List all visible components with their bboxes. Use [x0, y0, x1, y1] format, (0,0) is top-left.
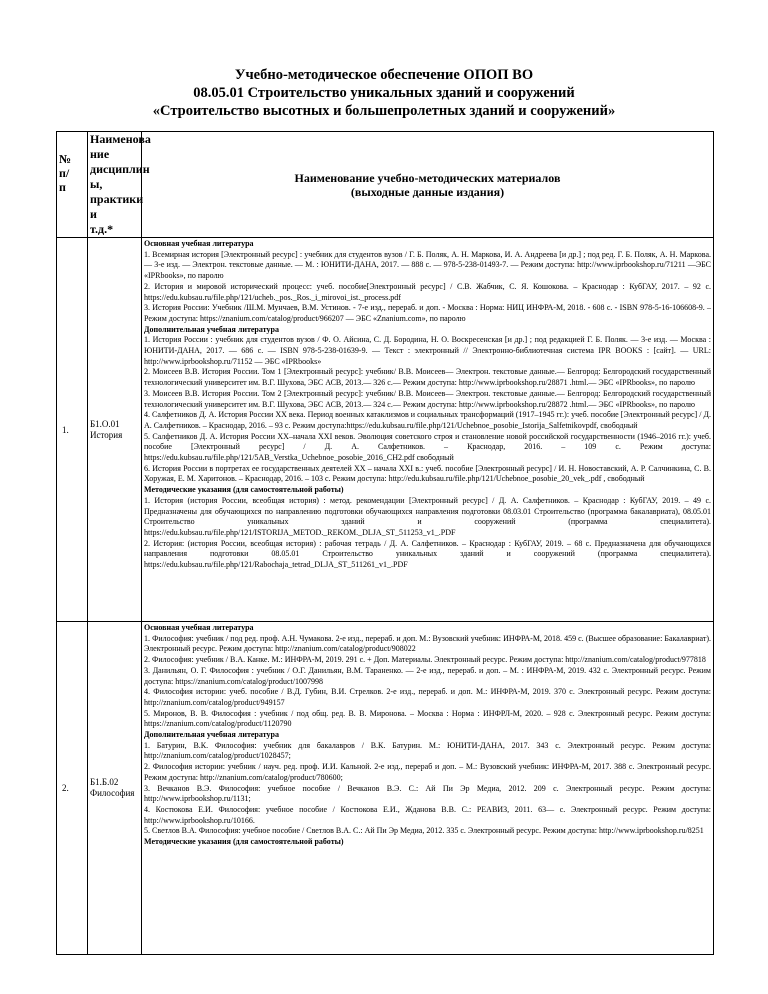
list-item: 2. Моисеев В.В. История России. Том 1 [Электронный ресурс]: учебник/ В.В. Моисеев— Электрон. текстовые данные.— Белгород: Белгородский государственный технологический университет им. В.Г. Шухова, ЭБС АСВ, 2013.— 326 c.— Режим доступа: http://www.iprbookshop.ru/28871 .html.— ЭБС «IPRbooks», по паролю [144, 367, 711, 388]
section-heading: Методические указания (для самостоятельной работы) [144, 485, 344, 495]
table-row [57, 622, 714, 955]
discipline-code: Б1.О.01 [90, 418, 120, 429]
list-item: 3. Вечканов В.Э. Философия: учебное пособие / Вечканов В.Э. С.: Ай Пи Эр Медиа, 2012. 209 c. Электронный ресурс. Режим доступа: http://www.iprbookshop.ru/1131; [144, 783, 711, 804]
list-item: 2. История: (история России, всеобщая история) : рабочая тетрадь / Д. А. Салфетников. – Краснодар : КубГАУ, 2019. – 68 с. Предназначена для обучающихся направления подготовки 08.05.01 Строительство уникальных зданий и сооружений (программа специалитета). https://edu.kubsau.ru/file.php/121/Rabochaja_tetrad_DLJA_ST_511261_v1_.PDF [144, 538, 711, 570]
title-line-3: «Строительство высотных и большепролетных зданий и сооружений» [152, 103, 616, 119]
header-number-line: п/ [59, 166, 70, 180]
discipline-code: Б1.Б.02 [90, 777, 119, 787]
header-discipline-line: практики и [90, 192, 144, 221]
section-heading: Методические указания (для самостоятельной работы) [144, 837, 344, 847]
table-row [57, 238, 714, 622]
header-discipline-line: ы, [90, 177, 103, 191]
table-header-row [57, 132, 714, 238]
header-discipline-line: Наименова [90, 132, 151, 146]
header-discipline [88, 132, 151, 238]
materials-table [56, 131, 714, 955]
list-item: 6. История России в портретах ее государственных деятелей ХХ – начала ХХI в.: учеб. пособие [Электронный ресурс] / И. Н. Новоставский, А. Р. Салчинкина, С. В. Хоружая, Е. М. Харитонов. – Краснодар, 2016. – 103 с. Режим доступа: http://edu.kubsau.ru/file.php/121/Uchebnoe_posobie_20_vek_.pdf , свободный [144, 463, 711, 484]
row-materials [142, 238, 714, 622]
header-number [57, 132, 88, 238]
list-item: 1. Батурин, В.К. Философия: учебник для бакалавров / В.К. Батурин. М.: ЮНИТИ-ДАНА, 2017. 343 с. Электронный ресурс. Режим доступа: http://znanium.com/catalog/product/1028457; [144, 740, 711, 761]
header-materials-line-1: Наименование учебно-методических материалов [294, 170, 561, 185]
header-materials-line-2: (выходные данные издания) [350, 184, 505, 199]
section-heading: Основная учебная литература [144, 239, 254, 248]
row-discipline [88, 622, 142, 955]
discipline-name: История [90, 429, 123, 440]
header-discipline-line: т.д.* [90, 222, 114, 236]
document-title [60, 66, 708, 120]
list-item: 3. Данильян, О. Г. Философия : учебник / О.Г. Данильян, В.М. Тараненко. — 2-е изд., перераб. и доп. – М. : ИНФРА-М, 2019. 432 с. Электронный ресурс. Режим доступа: https://znanium.com/catalog/product/1007998 [144, 665, 711, 686]
list-item: 4. Философия истории: учеб. пособие / В.Д. Губин, В.И. Стрелков. 2-е изд., перераб. и доп. М.: ИНФРА-М, 2019. 370 с. Электронный ресурс. Режим доступа: http://znanium.com/catalog/product/949157 [144, 687, 711, 707]
row-discipline [88, 238, 142, 622]
list-item: 5. Миронов, В. В. Философия : учебник / под общ. ред. В. В. Миронова. – Москва : Норма : ИНФРЛ-М, 2020. – 928 с. Электронный ресурс. Режим доступа: https://znanium.com/catalog/product/1120790 [144, 708, 711, 729]
list-item: 1. Всемирная история [Электронный ресурс] : учебник для студентов вузов / Г. Б. Поляк, А. Н. Маркова, И. А. Андреева [и др.] ; под ред. Г. Б. Поляк, А. Н. Маркова. — 3-е изд. — Электрон. текстовые данные. — М. : ЮНИТИ-ДАНА, 2017. — 888 с. — 978-5-238-01493-7. — Режим доступа: http://www.iprbookshop.ru/71211 —ЭБС «IPRbooks», по паролю [144, 249, 711, 281]
list-item: 3. История России: Учебник /Ш.М. Мунчаев, В.М. Устинов. - 7-е изд., перераб. и доп. - Москва : Норма: НИЦ ИНФРА-М, 2018. - 608 с. - ISBN 978-5-16-106608-9. – Режим доступа: https://znanium.com/catalog/product/966207 — ЭБС «Znanium.com», по паролю [144, 303, 711, 323]
row-materials [142, 622, 714, 955]
list-item: 1. История России : учебник для студентов вузов / Ф. О. Айсина, С. Д. Бородина, Н. О. Воскресенская [и др.] ; под редакцией Г. Б. Поляк. — 3-е изд. — Москва : ЮНИТИ-ДАНА, 2017. — 686 c. — ISBN 978-5-238-01639-9. — Текст : электронный // Электронно-библиотечная система IPR BOOKS : [сайт]. — URL: http://www.iprbookshop.ru/71152 — ЭБС «IPRbooks» [144, 335, 711, 366]
header-discipline-line: ние [90, 147, 110, 161]
section-heading: Дополнительная учебная литература [144, 324, 279, 334]
title-line-2: 08.05.01 Строительство уникальных зданий и сооружений [193, 85, 575, 101]
section-heading: Основная учебная литература [144, 623, 254, 632]
header-discipline-line: дисциплин [90, 162, 150, 176]
row-number: 1. [57, 238, 88, 622]
header-materials [142, 132, 714, 238]
header-number-line: п [59, 180, 66, 194]
row-number: 2. [57, 622, 88, 955]
list-item: 4. Костюкова Е.И. Философия: учебное пособие / Костюкова Е.И., Жданова В.В. С.: РЕАВИЗ, 2011. 63— c. Электронный ресурс. Режим доступа: http://www.iprbookshop.ru/10166. [144, 804, 711, 825]
list-item: 1. История (история России, всеобщая история) : метод. рекомендации [Электронный ресурс] / Д. А. Салфетников. – Краснодар : КубГАУ, 2019. – 49 с. Предназначены для обучающихся по направлению подготовки обучающихся направления подготовки 08.03.01 Строительство (программа бакалавриата), 08.05.01 Строительство уникальных зданий и сооружений (программа специалитета). https://edu.kubsau.ru/file.php/121/ISTORIJA_METOD._REKOM._DLJA_ST_511253_v1_.PDF [144, 495, 711, 537]
list-item: 2. Философия: учебник / В.А. Канке. М.: ИНФРА-М, 2019. 291 с. + Доп. Материалы. Электронный ресурс. Режим доступа: http://znanium.com/catalog/product/977818 [144, 655, 706, 665]
list-item: 5. Светлов В.А. Философия: учебное пособие / Светлов В.А. С.: Ай Пи Эр Медиа, 2012. 335 c. Электронный ресурс. Режим доступа: http://www.iprbookshop.ru/8251 [144, 826, 704, 836]
section-heading: Дополнительная учебная литература [144, 730, 279, 740]
list-item: 2. Философия истории: учебник / науч. ред. проф. И.И. Кальной. 2-е изд., перераб и доп. – М.: Вузовский учебник: ИНФРА-М, 2017. 388 с. Электронный ресурс. Режим доступа: http://znanium.com/catalog/product/780600; [144, 762, 711, 782]
title-line-1: Учебно-методическое обеспечение ОПОП ВО [234, 67, 534, 83]
list-item: 1. Философия: учебник / под ред. проф. А.Н. Чумакова. 2-е изд., перераб. и доп. М.: Вузовский учебник: ИНФРА-М, 2018. 459 с. (Высшее образование: Бакалавриат). Электронный ресурс. Режим доступа: http://znanium.com/catalog/product/908022 [144, 633, 711, 654]
list-item: 4. Салфетников Д. А. История России ХХ века. Период военных катаклизмов и социальных трансформаций (1917–1945 гг.): учеб. пособие [Электронный ресурс] / Д. А. Салфетников. – Краснодар, 2016. – 93 с. Режим доступа:https://edu.kubsau.ru/file.php/121/Uchebnoe_posobie_Istorija_Salfetnikovpdf, свободный [144, 410, 711, 430]
list-item: 5. Салфетников Д. А. История России ХХ–начала ХХI веков. Эволюция советского строя и становление новой российской государственности (1946–2016 гг.): учеб. пособие [Электронный ресурс] / Д. А. Салфетников. – Краснодар, 2016. – 109 с. Режим доступа: https://edu.kubsau.ru/file.php/121/5AB_Verstka_Uchebnoe_posobie_2016_CH2.pdf свободный [144, 431, 711, 463]
list-item: 3. Моисеев В.В. История России. Том 2 [Электронный ресурс]: учебник/ В.В. Моисеев— Электрон. текстовые данные.— Белгород: Белгородский государственный технологический университет им. В.Г. Шухова, ЭБС АСВ, 2013.— 324 c.— Режим доступа: http://www.iprbookshop.ru/28872 .html.— ЭБС «IPRbooks», по паролю [144, 388, 711, 409]
discipline-name: Философия [90, 788, 135, 798]
header-number-line: № [59, 152, 72, 166]
list-item: 2. История и мировой исторический процесс: учеб. пособие[Электронный ресурс] / С.В. Жабчик, С. Я. Кошокова. – Краснодар : КубГАУ, 2017. – 92 с. https://edu.kubsau.ru/file.php/121/ucheb._pos._Ros._i_mirovoi_ist._process.pdf [144, 281, 711, 302]
